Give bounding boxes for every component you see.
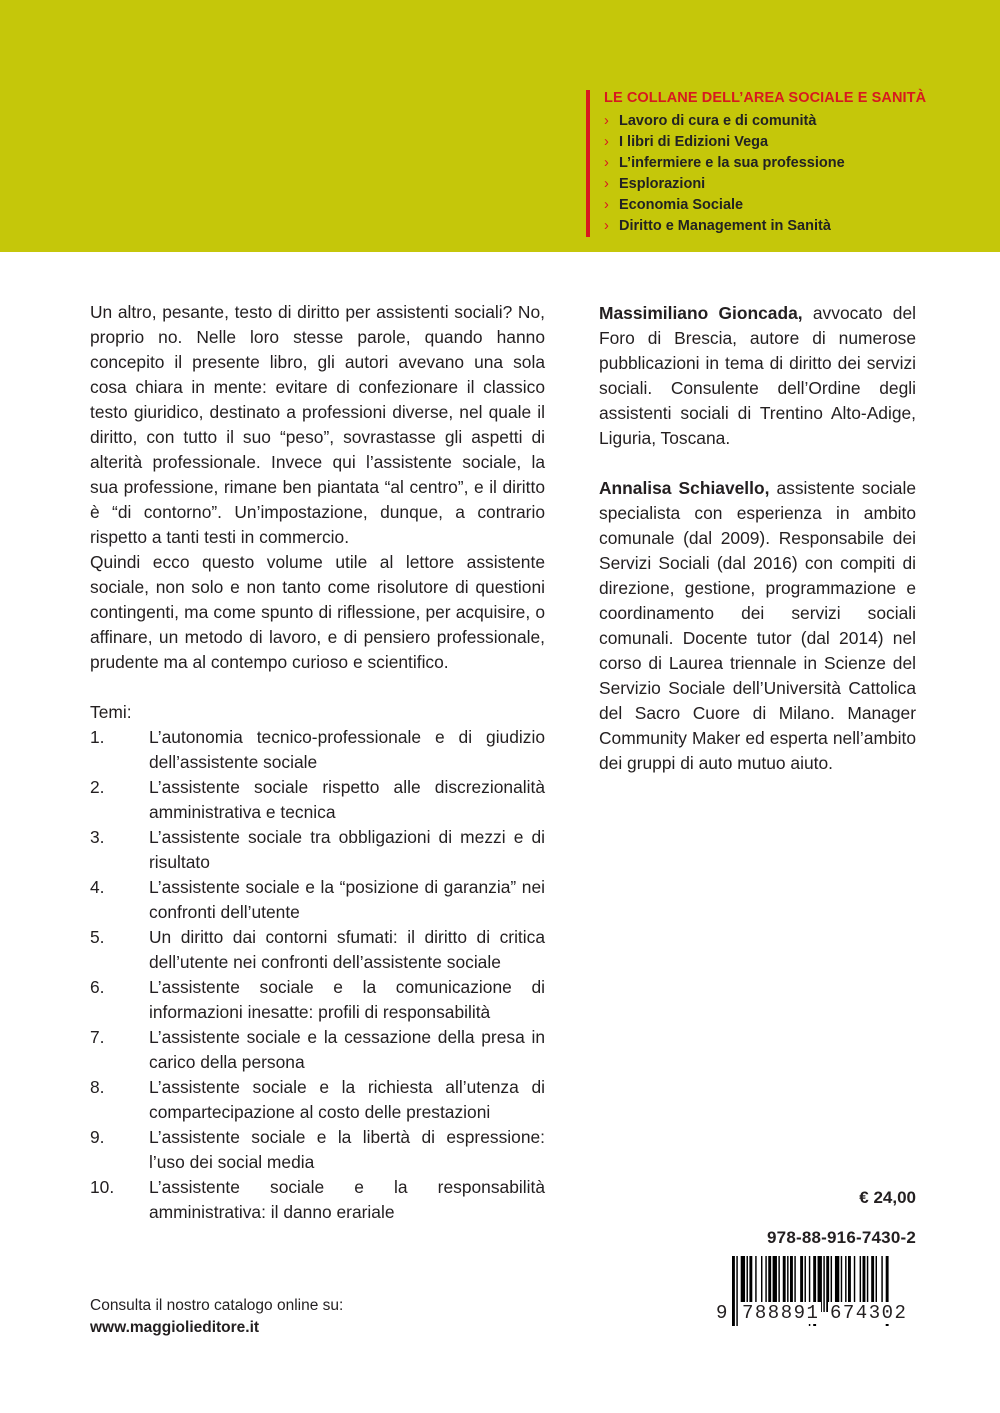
chevron-right-icon: › <box>604 218 609 234</box>
temi-number: 3. <box>90 827 105 847</box>
series-box <box>586 90 1000 237</box>
temi-number: 2. <box>90 777 105 797</box>
isbn: 978-88-916-7430-2 <box>767 1228 916 1247</box>
series-item <box>604 132 1000 153</box>
temi-text: L’assistente sociale tra obbligazioni di mezzi e di risultato <box>149 827 545 872</box>
barcode-group-2: 674302 <box>830 1302 908 1324</box>
temi-item <box>90 1175 545 1225</box>
series-item <box>604 174 1000 195</box>
chevron-right-icon: › <box>604 176 609 192</box>
temi-number: 8. <box>90 1077 105 1097</box>
temi-number: 1. <box>90 727 105 747</box>
temi-number: 9. <box>90 1127 105 1147</box>
barcode-group-1: 788891 <box>742 1302 820 1324</box>
catalog-text: Consulta il nostro catalogo online su: <box>90 1297 344 1314</box>
temi-text: L’assistente sociale rispetto alle discrezionalità amministrativa e tecnica <box>149 777 545 822</box>
temi-item <box>90 775 545 825</box>
temi-text: L’autonomia tecnico-professionale e di giudizio dell’assistente sociale <box>149 727 545 772</box>
temi-item <box>90 825 545 875</box>
series-item-label: I libri di Edizioni Vega <box>619 134 769 150</box>
authors-column <box>599 301 916 776</box>
series-item <box>604 153 1000 174</box>
author-bio-2 <box>599 476 916 776</box>
temi-item <box>90 975 545 1025</box>
blurb-column <box>90 300 545 1225</box>
temi-item <box>90 875 545 925</box>
temi-number: 7. <box>90 1027 105 1047</box>
temi-item <box>90 925 545 975</box>
temi-item <box>90 1075 545 1125</box>
temi-list <box>90 725 545 1225</box>
temi-text: L’assistente sociale e la richiesta all’utenza di compartecipazione al costo delle prestazioni <box>149 1077 545 1122</box>
barcode-bar <box>823 1256 824 1312</box>
series-item-label: Diritto e Management in Sanità <box>619 218 831 234</box>
temi-number: 6. <box>90 977 105 997</box>
blurb-paragraph-1: Un altro, pesante, testo di diritto per assistenti sociali? No, proprio no. Nelle loro stesse parole, quando hanno concepito il presente libro, gli autori avevano una sola cosa chiara in mente: evitare di confezionare il classico testo giuridico, destinato a professioni diverse, nel quale il diritto, con tutto il suo “peso”, sovrastasse gli aspetti di alterità professionale. Invece qui l’assistente sociale, la sua professione, rimane ben piantata “al centro”, e il diritto è “di contorno”. Un’impostazione, dunque, a contrario rispetto a tanti testi in commercio. <box>90 302 545 547</box>
catalog-url[interactable]: www.maggiolieditore.it <box>90 1319 260 1336</box>
series-item-label: Economia Sociale <box>619 197 744 213</box>
series-item-label: L’infermiere e la sua professione <box>619 155 845 171</box>
temi-text: L’assistente sociale e la libertà di espressione: l’uso dei social media <box>149 1127 545 1172</box>
author-bio-text: assistente sociale specialista con esperienza in ambito comunale (dal 2009). Responsabile dei Servizi Sociali (dal 2016) con compiti di direzione, gestione, programmazione e coordinamento dei servizi sociali comunali. Docente tutor (dal 2014) nel corso di Laurea triennale in Scienze del Servizio Sociale dell’Università Cattolica del Sacro Cuore di Milano. Manager Community Maker ed esperta nell’ambito dei gruppi di auto mutuo aiuto. <box>599 478 916 773</box>
author-bio-1 <box>599 301 916 451</box>
author-name: Annalisa Schiavello, <box>599 478 770 498</box>
temi-number: 4. <box>90 877 105 897</box>
temi-item <box>90 1025 545 1075</box>
blurb-paragraph-2: Quindi ecco questo volume utile al lettore assistente sociale, non solo e non tanto come risolutore di questioni contingenti, ma come spunto di riflessione, per acquisire, o affinare, un metodo di lavoro, e di pensiero professionale, prudente ma al contempo curioso e scientifico. <box>90 552 545 672</box>
series-item-label: Esplorazioni <box>619 176 706 192</box>
barcode-lead-digit: 9 <box>716 1302 728 1324</box>
temi-item <box>90 725 545 775</box>
chevron-right-icon: › <box>604 113 609 129</box>
temi-text: L’assistente sociale e la “posizione di garanzia” nei confronti dell’utente <box>149 877 545 922</box>
temi-text: L’assistente sociale e la cessazione della presa in carico della persona <box>149 1027 545 1072</box>
chevron-right-icon: › <box>604 155 609 171</box>
temi-label: Temi: <box>90 702 132 722</box>
temi-text: L’assistente sociale e la responsabilità amministrativa: il danno erariale <box>149 1177 545 1222</box>
chevron-right-icon: › <box>604 197 609 213</box>
author-name: Massimiliano Gioncada, <box>599 303 803 323</box>
temi-text: Un diritto dai contorni sfumati: il diritto di critica dell’utente nei confronti dell’assistente sociale <box>149 927 545 972</box>
barcode-bar <box>732 1256 735 1326</box>
series-item <box>604 111 1000 132</box>
catalog-note <box>90 1295 343 1339</box>
temi-text: L’assistente sociale e la comunicazione di informazioni inesatte: profili di responsabilità <box>149 977 545 1022</box>
series-item <box>604 195 1000 216</box>
temi-item <box>90 1125 545 1175</box>
price: € 24,00 <box>859 1188 916 1207</box>
barcode-bar <box>736 1256 737 1326</box>
chevron-right-icon: › <box>604 134 609 150</box>
author-bio-text: avvocato del Foro di Brescia, autore di numerose pubblicazioni in tema di diritto dei servizi sociali. Consulente dell’Ordine degli assistenti sociali di Trentino Alto-Adige, Liguria, Toscana. <box>599 303 916 448</box>
series-list <box>604 111 1000 237</box>
series-item-label: Lavoro di cura e di comunità <box>619 113 817 129</box>
series-title: LE COLLANE DELL’AREA SOCIALE E SANITÀ <box>604 90 927 106</box>
temi-number: 5. <box>90 927 105 947</box>
series-item <box>604 216 1000 237</box>
temi-number: 10. <box>90 1177 115 1197</box>
